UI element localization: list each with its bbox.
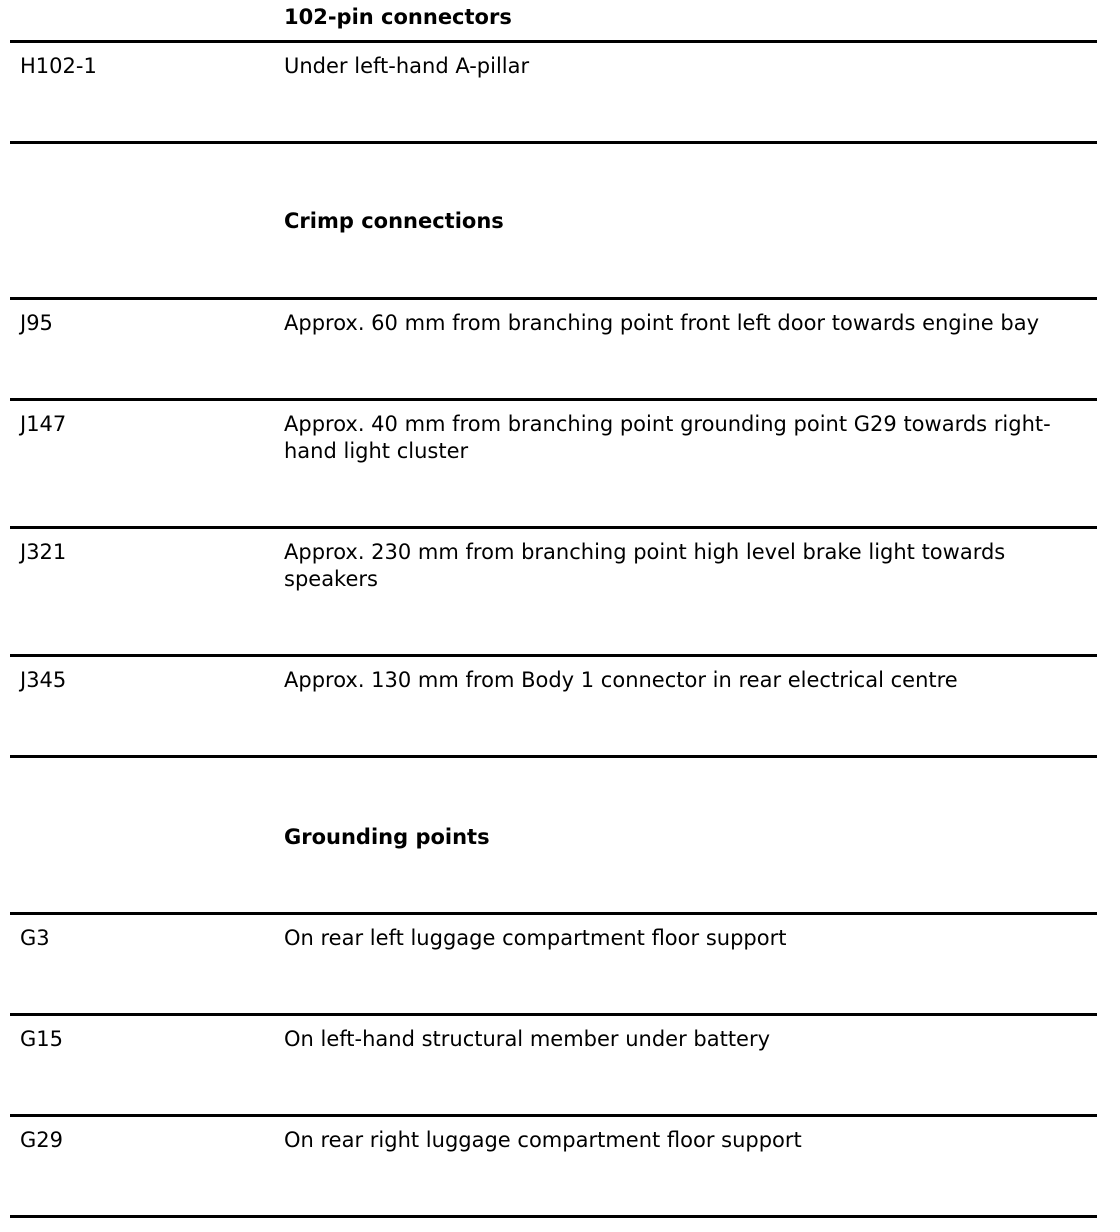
connector-location: Approx. 130 mm from Body 1 connector in rear electrical centre xyxy=(284,668,958,692)
connector-code: J345 xyxy=(20,668,67,692)
table-divider xyxy=(10,526,1097,529)
grounding-point-code: G3 xyxy=(20,926,50,950)
grounding-point-location: On rear right luggage compartment floor support xyxy=(284,1128,802,1152)
table-divider xyxy=(10,1114,1097,1117)
table-divider xyxy=(10,398,1097,401)
table-divider xyxy=(10,912,1097,915)
connector-code: J321 xyxy=(20,540,67,564)
connector-code: J95 xyxy=(20,311,53,335)
table-divider xyxy=(10,654,1097,657)
grounding-point-code: G29 xyxy=(20,1128,63,1152)
section-heading-102-pin-connectors: 102-pin connectors xyxy=(284,5,512,29)
connector-location: Approx. 60 mm from branching point front left door towards engine bay xyxy=(284,311,1040,335)
connector-code: J147 xyxy=(20,412,67,436)
table-divider xyxy=(10,1013,1097,1016)
table-divider xyxy=(10,297,1097,300)
table-divider xyxy=(10,40,1097,43)
table-divider xyxy=(10,1215,1097,1218)
connector-location: Approx. 230 mm from branching point high level brake light towards speakers xyxy=(284,540,1006,591)
table-divider xyxy=(10,141,1097,144)
section-heading-grounding-points: Grounding points xyxy=(284,825,490,849)
connector-location: Under left-hand A-pillar xyxy=(284,54,530,78)
table-divider xyxy=(10,755,1097,758)
grounding-point-location: On rear left luggage compartment floor support xyxy=(284,926,787,950)
grounding-point-location: On left-hand structural member under battery xyxy=(284,1027,771,1051)
grounding-point-code: G15 xyxy=(20,1027,63,1051)
section-heading-crimp-connections: Crimp connections xyxy=(284,209,504,233)
connector-code: H102-1 xyxy=(20,54,97,78)
connector-location: Approx. 40 mm from branching point grounding point G29 towards right-hand light cluster xyxy=(284,412,1051,463)
